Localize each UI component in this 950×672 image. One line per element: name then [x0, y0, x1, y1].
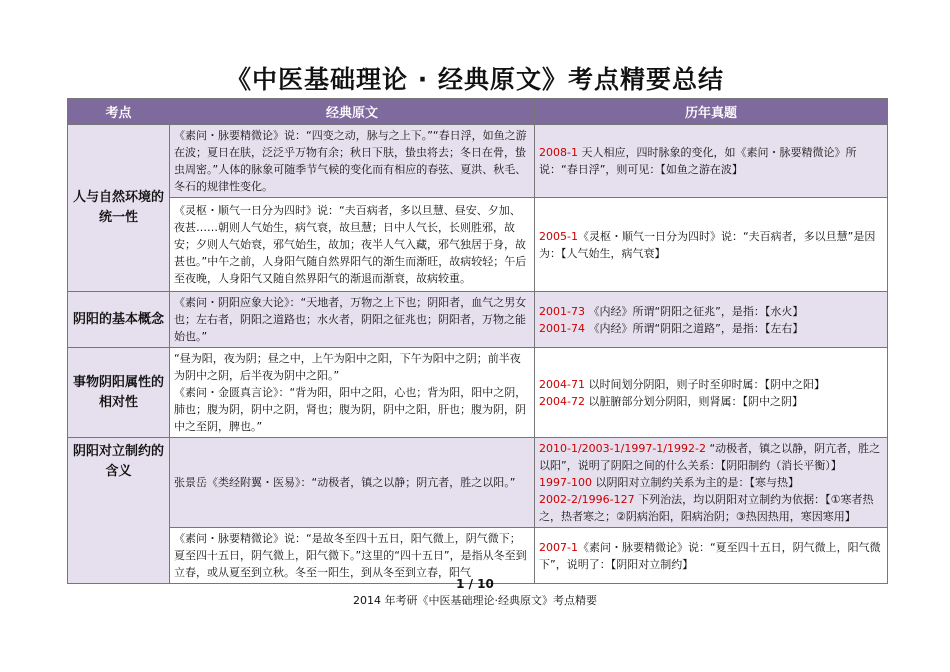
exam-cell	[535, 198, 888, 292]
source-text: 《素问・脉要精微论》说：“四变之动，脉与之上下。”“春日浮，如鱼之游在波；夏日在肤，泛泛乎万物有余；秋日下肤，蛰虫将去；冬日在骨，蛰虫周密。”人体的脉象可随季节气候的变化而有相应的春弦、夏洪、秋毛、冬石的规律性变化。	[174, 129, 527, 193]
exam-code: 2002-2/1996-127	[539, 493, 635, 506]
table-row	[68, 438, 888, 528]
exam-code: 2010-1/2003-1/1997-1/1992-2	[539, 442, 706, 455]
exam-cell	[535, 528, 888, 584]
header-source: 经典原文	[170, 99, 535, 125]
source-cell	[170, 125, 535, 198]
source-cell	[170, 348, 535, 438]
page-number: 1 / 10	[456, 577, 494, 591]
source-text: 张景岳《类经附翼・医易》：“动极者，镇之以静；阴亢者，胜之以阳。”	[174, 476, 516, 489]
source-text: 《素问・阴阳应象大论》：“天地者，万物之上下也；阴阳者，血气之男女也；左右者，阴阳之道路也；水火者，阴阳之征兆也；阴阳者，万物之能始也。”	[174, 296, 527, 343]
page-title: 《中医基础理论 · 经典原文》考点精要总结	[226, 65, 724, 94]
source-cell	[170, 438, 535, 528]
exam-cell	[535, 438, 888, 528]
exam-text: 《内经》所谓“阴阳之征兆”，是指：【水火】	[584, 304, 804, 318]
exam-text: 《灵枢・顺气一日分为四时》说：“夫百病者，多以旦慧”是因为：【人气始生，病气衰】	[539, 229, 876, 260]
header-topic: 考点	[68, 99, 170, 125]
table-row	[68, 125, 888, 198]
source-text: 《素问・脉要精微论》说：“是故冬至四十五日，阳气微上，阴气微下；夏至四十五日，阴气微上，阳气微下。”这里的“四十五日”，是指从冬至到立春，或从夏至到立秋。冬至一阳生，到从冬至到立春，阳气	[174, 532, 527, 579]
document-footer: 2014 年考研《中医基础理论·经典原文》考点精要	[353, 594, 597, 607]
header-exam: 历年真题	[535, 99, 888, 125]
exam-code: 2007-1	[539, 540, 578, 554]
exam-text: 以时间划分阴阳，则子时至卯时属：【阴中之阳】	[584, 377, 825, 391]
exam-text: 下列治法，均以阴阳对立制约为依据：【①寒者热之，热者寒之；②阴病治阳，阳病治阴；③热因热用，寒因寒用】	[539, 493, 874, 523]
exam-text: 以脏腑部分划分阴阳，则肾属：【阴中之阴】	[584, 394, 803, 408]
exam-code: 2008-1	[539, 146, 578, 159]
source-cell	[170, 528, 535, 584]
exam-text: “动极者，镇之以静，阴亢者，胜之以阳”，说明了阴阳之间的什么关系：【阴阳制约（消长平衡）】	[539, 442, 881, 472]
topic-cell: 阴阳的基本概念	[68, 292, 170, 348]
table-row	[68, 528, 888, 584]
exam-text: 以阴阳对立制约关系为主的是：【寒与热】	[591, 476, 799, 489]
table-row	[68, 198, 888, 292]
exam-text: 天人相应，四时脉象的变化，如《素问・脉要精微论》所说：“春日浮”，则可见：【如鱼之游在波】	[539, 146, 857, 176]
exam-code: 2004-72	[539, 394, 585, 408]
exam-code: 1997-100	[539, 476, 592, 489]
topic-cell: 事物阴阳属性的相对性	[68, 348, 170, 438]
exam-cell	[535, 292, 888, 348]
exam-code: 2001-74	[539, 321, 585, 335]
source-text: 《素问・金匮真言论》：“背为阳，阳中之阳，心也；背为阳，阳中之阴，肺也；腹为阴，阴中之阴，肾也；腹为阴，阴中之阳，肝也；腹为阴，阴中之至阴，脾也。”	[174, 386, 527, 433]
source-cell	[170, 198, 535, 292]
source-cell	[170, 292, 535, 348]
source-text: 《灵枢・顺气一日分为四时》说：“夫百病者，多以旦慧、昼安、夕加、夜甚……朝则人气始生，病气衰，故旦慧；日中人气长，长则胜邪，故安；夕则人气始衰，邪气始生，故加；夜半人气入藏，邪气独居于身，故甚也。”中午之前，人身阳气随自然界阳气的渐生而渐旺，故病较轻；午后至夜晚，人身阳气又随自然界阳气的渐退而渐衰，故病较重。	[174, 204, 527, 285]
exam-code: 2004-71	[539, 377, 585, 391]
exam-text: 《素问・脉要精微论》说：“夏至四十五日，阴气微上，阳气微下”，说明了：【阴阳对立制约】	[539, 540, 881, 571]
topic-cell: 阴阳对立制约的含义	[68, 438, 170, 584]
exam-cell	[535, 125, 888, 198]
table-row	[68, 348, 888, 438]
exam-cell	[535, 348, 888, 438]
exam-code: 2001-73	[539, 304, 585, 318]
exam-text: 《内经》所谓“阴阳之道路”，是指：【左右】	[584, 321, 804, 335]
table-header-row	[68, 99, 888, 125]
source-text: “昼为阳，夜为阴；昼之中，上午为阳中之阳，下午为阳中之阴；前半夜为阴中之阴，后半夜为阴中之阳。”	[174, 352, 521, 382]
topic-cell: 人与自然环境的统一性	[68, 125, 170, 292]
exam-code: 2005-1	[539, 229, 578, 243]
summary-table	[67, 98, 888, 584]
table-row	[68, 292, 888, 348]
